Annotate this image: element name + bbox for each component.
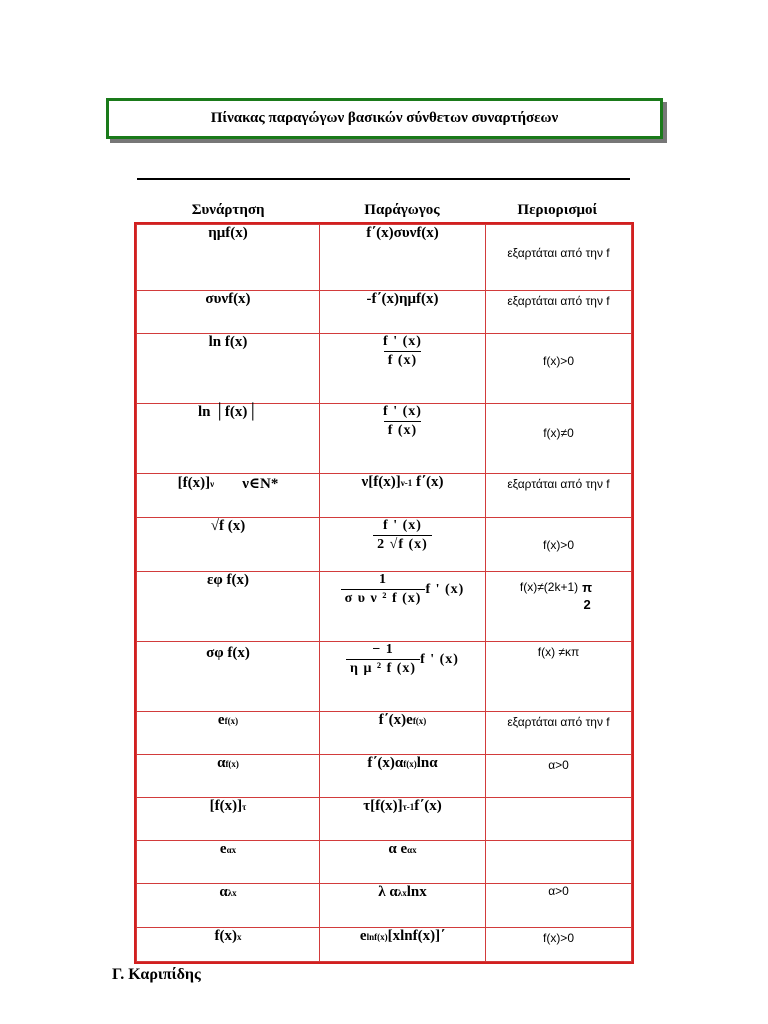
fraction-numerator: f ' (x) bbox=[383, 404, 422, 419]
derivative-exponent: τ-1 bbox=[402, 801, 415, 812]
restriction-cell: f(x)>0 bbox=[542, 931, 574, 945]
derivative-exponent: f(x) bbox=[412, 715, 427, 726]
derivative-cell: f΄(x)συνf(x) bbox=[366, 225, 439, 241]
fraction bbox=[379, 334, 426, 369]
derivative-base: f΄(x)e bbox=[378, 712, 413, 728]
function-exponent: τ bbox=[242, 801, 247, 812]
table-row bbox=[137, 291, 632, 334]
table-row bbox=[137, 712, 632, 755]
table-row bbox=[137, 884, 632, 928]
table-row bbox=[137, 841, 632, 884]
table-row bbox=[137, 404, 632, 474]
table-row bbox=[137, 474, 632, 518]
function-base: [f(x)] bbox=[209, 798, 243, 814]
derivative-cell bbox=[320, 518, 485, 553]
derivative-cell bbox=[320, 928, 485, 945]
restriction-cell bbox=[486, 572, 631, 612]
derivative-tail: lnx bbox=[406, 884, 427, 900]
function-cell bbox=[137, 798, 319, 815]
derivative-cell bbox=[320, 755, 485, 772]
fraction-denominator: f (x) bbox=[384, 421, 422, 439]
fraction-denominator: 2 bbox=[583, 597, 592, 612]
derivative-cell bbox=[320, 642, 485, 677]
function-exponent: λx bbox=[227, 887, 237, 898]
restriction-cell: f(x)≠0 bbox=[543, 426, 574, 440]
restriction-cell: α>0 bbox=[548, 884, 569, 898]
derivative-cell bbox=[320, 884, 485, 901]
fraction bbox=[578, 580, 597, 612]
author-name: Γ. Καριπίδης bbox=[112, 966, 201, 983]
table-row bbox=[137, 518, 632, 572]
derivatives-table bbox=[136, 224, 632, 962]
fraction-denominator: η μ ² f (x) bbox=[346, 659, 420, 677]
fraction-denominator: f (x) bbox=[384, 351, 422, 369]
fraction-numerator: 1 bbox=[379, 572, 388, 587]
restriction-cell: εξαρτάται από την f bbox=[507, 246, 610, 260]
derivative-base: e bbox=[359, 928, 367, 944]
function-cell bbox=[137, 712, 319, 729]
fraction bbox=[379, 404, 426, 439]
derivative-cell bbox=[320, 798, 485, 815]
derivative-cell bbox=[320, 404, 485, 439]
derivative-base: f΄(x)α bbox=[367, 755, 404, 771]
derivative-base: λ α bbox=[378, 884, 398, 900]
fraction-numerator: f ' (x) bbox=[383, 334, 422, 349]
derivative-exponent: αx bbox=[407, 844, 417, 855]
function-base: α bbox=[219, 884, 228, 900]
derivative-cell bbox=[320, 841, 485, 858]
fraction bbox=[341, 572, 426, 607]
derivative-base: ν[f(x)] bbox=[361, 474, 401, 490]
function-cell: ημf(x) bbox=[208, 225, 248, 241]
restriction-text: f(x)≠(2k+1) bbox=[519, 580, 579, 594]
function-cell: √f (x) bbox=[210, 518, 246, 534]
page-title: Πίνακας παραγώγων βασικών σύνθετων συναρτήσεων bbox=[106, 98, 663, 139]
function-cell bbox=[137, 928, 319, 945]
derivative-tail: lnα bbox=[416, 755, 438, 771]
fraction-denominator: 2 √f (x) bbox=[373, 535, 432, 553]
function-cell bbox=[137, 884, 319, 901]
fraction-numerator: − 1 bbox=[372, 642, 394, 657]
derivative-base: α e bbox=[388, 841, 408, 857]
function-cell: σφ f(x) bbox=[206, 645, 250, 661]
header-restrictions: Περιορισμοί bbox=[517, 202, 598, 218]
function-cell bbox=[137, 755, 319, 772]
restriction-cell: f(x) ≠κπ bbox=[537, 645, 580, 659]
table-row bbox=[137, 798, 632, 841]
fraction-denominator: σ υ ν ² f (x) bbox=[341, 589, 426, 607]
derivative-cell bbox=[320, 334, 485, 369]
derivative-cell bbox=[320, 712, 485, 729]
derivative-cell: -f΄(x)ημf(x) bbox=[366, 291, 439, 307]
table-header bbox=[137, 202, 630, 224]
function-base: α bbox=[217, 755, 226, 771]
restriction-cell: f(x)>0 bbox=[542, 538, 574, 552]
derivative-tail: f΄(x) bbox=[415, 474, 444, 490]
table-row bbox=[137, 334, 632, 404]
restriction-cell: εξαρτάται από την f bbox=[507, 715, 610, 729]
derivative-tail: f΄(x) bbox=[414, 798, 442, 814]
header-function: Συνάρτηση bbox=[191, 202, 265, 218]
function-cell: εφ f(x) bbox=[206, 572, 249, 588]
restriction-cell: εξαρτάται από την f bbox=[507, 477, 610, 491]
function-cell: συνf(x) bbox=[205, 291, 251, 307]
derivative-cell bbox=[320, 572, 485, 607]
function-cell: ln │f(x)│ bbox=[198, 404, 258, 420]
divider bbox=[137, 178, 630, 180]
derivative-tail: f ' (x) bbox=[420, 651, 459, 667]
derivative-base: τ[f(x)] bbox=[363, 798, 403, 814]
function-base: e bbox=[217, 712, 225, 728]
header-derivative: Παράγωγος bbox=[364, 202, 440, 218]
restriction-cell: εξαρτάται από την f bbox=[507, 294, 610, 308]
table-row bbox=[137, 642, 632, 712]
function-exponent: f(x) bbox=[225, 758, 239, 769]
function-cell bbox=[137, 841, 319, 858]
function-base: e bbox=[219, 841, 227, 857]
function-exponent: f(x) bbox=[224, 715, 239, 726]
table-row bbox=[137, 755, 632, 798]
table-row bbox=[137, 225, 632, 291]
function-exponent: αx bbox=[226, 844, 237, 855]
derivative-exponent: λx bbox=[397, 887, 407, 898]
derivative-exponent: f(x) bbox=[403, 758, 417, 769]
derivative-tail: [xlnf(x)]΄ bbox=[387, 928, 446, 944]
function-base: f(x) bbox=[214, 928, 237, 944]
derivative-tail: f ' (x) bbox=[425, 581, 465, 597]
fraction bbox=[373, 518, 432, 553]
restriction-cell: f(x)>0 bbox=[542, 354, 574, 368]
fraction-numerator: π bbox=[582, 580, 594, 595]
fraction bbox=[346, 642, 420, 677]
derivative-cell bbox=[320, 474, 485, 491]
table-row bbox=[137, 928, 632, 962]
function-cell: ln f(x) bbox=[208, 334, 248, 350]
function-exponent: ν bbox=[210, 478, 215, 489]
derivative-exponent: lnf(x) bbox=[366, 931, 388, 942]
function-base: [f(x)] bbox=[177, 475, 211, 491]
derivative-exponent: ν-1 bbox=[400, 477, 413, 488]
table-row bbox=[137, 572, 632, 642]
fraction-numerator: f ' (x) bbox=[383, 518, 422, 533]
function-condition: ν∈N* bbox=[242, 476, 279, 492]
function-exponent: x bbox=[237, 931, 242, 942]
function-cell bbox=[137, 474, 319, 493]
restriction-cell: α>0 bbox=[548, 758, 569, 772]
